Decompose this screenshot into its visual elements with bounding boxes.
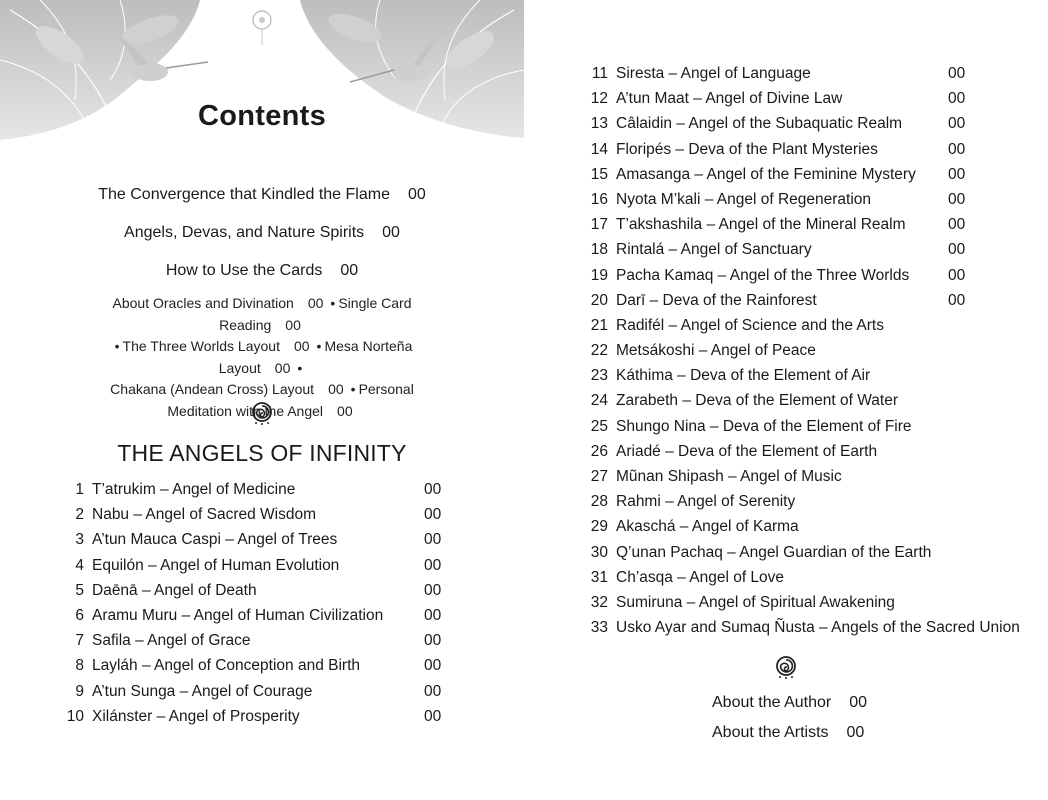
toc-row [60, 477, 450, 502]
entry-title: Mũnan Shipash – Angel of Music [616, 468, 842, 485]
entry-page: 00 [382, 224, 400, 241]
toc-row [584, 313, 974, 338]
entry-page: 00 [424, 506, 442, 524]
entry-page: 00 [424, 682, 442, 700]
entry-number: 13 [590, 115, 608, 133]
entry-title: T’atrukim – Angel of Medicine [92, 481, 296, 498]
entry-number: 31 [590, 568, 608, 586]
entry-number: 17 [590, 216, 608, 234]
toc-entry [0, 224, 524, 242]
spiral-ornament-icon [774, 655, 798, 679]
entry-title: How to Use the Cards [165, 262, 323, 279]
subsection-page: 00 [285, 316, 301, 333]
toc-row [584, 540, 974, 565]
toc-row [60, 679, 450, 704]
entry-title: Akaschá – Angel of Karma [616, 518, 799, 536]
toc-row [60, 553, 450, 578]
bullet-separator: • [350, 381, 356, 397]
entry-page: 00 [948, 140, 966, 158]
entry-page: 00 [948, 190, 966, 208]
entry-page: 00 [424, 581, 442, 599]
entry-number: 9 [75, 682, 84, 700]
entry-title: Q’unan Pachaq – Angel Guardian of the Earth [616, 543, 932, 561]
toc-row [60, 628, 450, 653]
entry-number: 6 [75, 606, 84, 624]
toc-row [584, 565, 974, 590]
entry-page: 00 [948, 165, 966, 183]
entry-number: 26 [590, 442, 608, 460]
toc-row [584, 61, 974, 86]
toc-row [584, 439, 974, 464]
toc-row [584, 162, 974, 187]
toc-row [584, 464, 974, 489]
entry-number: 10 [66, 707, 84, 725]
entry-title: About the Author [712, 694, 832, 711]
entry-page: 00 [424, 632, 442, 650]
entry-number: 3 [75, 531, 84, 549]
entry-title: A’tun Sunga – Angel of Courage [92, 682, 313, 700]
toc-row [584, 137, 974, 162]
subsection-title: About Oracles and Divination [112, 295, 294, 311]
toc-row [584, 514, 974, 539]
entry-title: Ariadé – Deva of the Element of Earth [616, 442, 878, 460]
entry-title: The Convergence that Kindled the Flame [98, 186, 390, 203]
toc-row [584, 414, 974, 439]
entry-number: 33 [590, 619, 608, 637]
subsection-page: 00 [307, 295, 324, 311]
entry-page: 00 [424, 556, 442, 574]
toc-row [584, 86, 974, 111]
entry-title: Ch’asqa – Angel of Love [616, 568, 785, 586]
entry-page: 00 [948, 115, 966, 133]
entry-number: 15 [590, 165, 608, 183]
toc-row [584, 237, 974, 262]
entry-title: Shungo Nina – Deva of the Element of Fire [616, 417, 912, 435]
entry-number: 28 [590, 493, 608, 511]
entry-title: Xilánster – Angel of Prosperity [92, 707, 300, 725]
entry-page: 00 [407, 186, 426, 203]
entry-number: 1 [75, 481, 84, 498]
toc-row [584, 615, 1020, 640]
toc-row [60, 603, 450, 628]
entry-page: 00 [948, 266, 966, 284]
entry-number: 29 [590, 518, 608, 536]
entry-number: 5 [75, 581, 84, 599]
entry-title: Sumiruna – Angel of Spiritual Awakening [616, 593, 895, 611]
entry-title: A’tun Maat – Angel of Divine Law [616, 90, 843, 108]
angel-list-left [60, 477, 450, 729]
toc-row [584, 590, 974, 615]
entry-title: Metsákoshi – Angel of Peace [616, 342, 816, 360]
angel-list-right [584, 61, 1020, 640]
entry-number: 27 [590, 468, 608, 485]
bullet-separator: • [316, 338, 322, 354]
entry-page: 00 [424, 707, 442, 725]
entry-title: Aramu Muru – Angel of Human Civilization [92, 606, 384, 624]
entry-number: 30 [590, 543, 608, 561]
entry-title: Layláh – Angel of Conception and Birth [92, 657, 360, 675]
entry-number: 24 [590, 392, 608, 410]
subsection-page: 00 [293, 338, 310, 354]
entry-page: 00 [948, 241, 966, 259]
bullet-separator: • [297, 359, 303, 376]
page-title: Contents [197, 100, 327, 132]
entry-title: Radifél – Angel of Science and the Arts [616, 316, 884, 334]
subsection-title: Personal Meditation with the Angel [167, 381, 414, 419]
entry-title: Darī – Deva of the Rainforest [616, 291, 817, 309]
entry-number: 8 [75, 657, 84, 675]
entry-title: Pacha Kamaq – Angel of the Three Worlds [616, 266, 910, 284]
section-heading: THE ANGELS OF INFINITY [117, 440, 407, 466]
entry-number: 14 [590, 140, 608, 158]
toc-row [584, 187, 974, 212]
entry-page: 00 [948, 291, 966, 309]
toc-row [584, 111, 974, 136]
entry-page: 00 [948, 216, 966, 234]
entry-title: Daēnā – Angel of Death [92, 581, 257, 599]
toc-row [60, 653, 450, 678]
toc-row [584, 388, 974, 413]
entry-page: 00 [340, 262, 359, 279]
entry-number: 11 [591, 65, 608, 82]
entry-title: Rintalá – Angel of Sanctuary [616, 241, 812, 259]
entry-page: 00 [846, 724, 865, 741]
entry-number: 4 [75, 556, 84, 574]
spiral-ornament-icon [250, 401, 274, 425]
entry-number: 2 [75, 506, 84, 524]
toc-entry [712, 694, 867, 712]
entry-title: Câlaidin – Angel of the Subaquatic Realm [616, 115, 903, 133]
entry-page: 00 [948, 65, 966, 82]
entry-title: Zarabeth – Deva of the Element of Water [616, 392, 899, 410]
entry-number: 21 [590, 316, 608, 334]
entry-page: 00 [424, 531, 442, 549]
toc-row [584, 263, 974, 288]
entry-title: A’tun Mauca Caspi – Angel of Trees [92, 531, 338, 549]
subsection-title: Mesa Norteña Layout [218, 338, 413, 376]
entry-page: 00 [849, 694, 867, 711]
bullet-separator: • [114, 338, 120, 354]
entry-number: 32 [590, 593, 608, 611]
subsection-page: 00 [337, 402, 353, 419]
entry-number: 7 [75, 632, 84, 650]
entry-title: Usko Ayar and Sumaq Ñusta – Angels of the Sacred Union [616, 619, 1020, 637]
entry-title: Floripés – Deva of the Plant Mysteries [616, 140, 878, 158]
toc-row [584, 338, 974, 363]
entry-title: About the Artists [712, 724, 829, 741]
toc-row [60, 704, 450, 729]
entry-number: 19 [590, 266, 608, 284]
entry-title: Káthima – Deva of the Element of Air [616, 367, 871, 385]
toc-entry [712, 724, 864, 742]
entry-number: 20 [590, 291, 608, 309]
subsection-page: 00 [274, 359, 291, 376]
entry-number: 22 [590, 342, 608, 360]
toc-entry [0, 186, 524, 204]
entry-title: Safila – Angel of Grace [92, 632, 251, 650]
toc-row [584, 363, 974, 388]
toc-row [60, 527, 450, 552]
toc-entry [0, 262, 524, 280]
subsection-title: The Three Worlds Layout [122, 338, 280, 354]
entry-number: 23 [590, 367, 608, 385]
entry-page: 00 [424, 657, 442, 675]
entry-page: 00 [424, 606, 442, 624]
toc-row [584, 212, 974, 237]
bullet-separator: • [330, 295, 336, 311]
toc-row [584, 288, 974, 313]
entry-page: 00 [948, 90, 966, 108]
entry-number: 25 [590, 417, 608, 435]
entry-title: Nyota M’kali – Angel of Regeneration [616, 190, 872, 208]
entry-title: Angels, Devas, and Nature Spirits [124, 224, 365, 241]
toc-row [60, 578, 450, 603]
entry-number: 16 [590, 190, 608, 208]
toc-row [584, 489, 974, 514]
entry-title: Amasanga – Angel of the Feminine Mystery [616, 165, 916, 183]
entry-title: Equilón – Angel of Human Evolution [92, 556, 340, 574]
entry-page: 00 [424, 481, 442, 498]
entry-title: T’akshashila – Angel of the Mineral Realm [616, 216, 906, 234]
entry-number: 12 [590, 90, 608, 108]
entry-title: Nabu – Angel of Sacred Wisdom [92, 506, 317, 524]
entry-title: Rahmi – Angel of Serenity [616, 493, 796, 511]
toc-row [60, 502, 450, 527]
entry-number: 18 [590, 241, 608, 259]
subsection-title: Single Card Reading [219, 295, 412, 333]
subsection-title: Chakana (Andean Cross) Layout [110, 381, 315, 397]
entry-title: Siresta – Angel of Language [616, 65, 811, 82]
subsection-page: 00 [328, 381, 344, 397]
